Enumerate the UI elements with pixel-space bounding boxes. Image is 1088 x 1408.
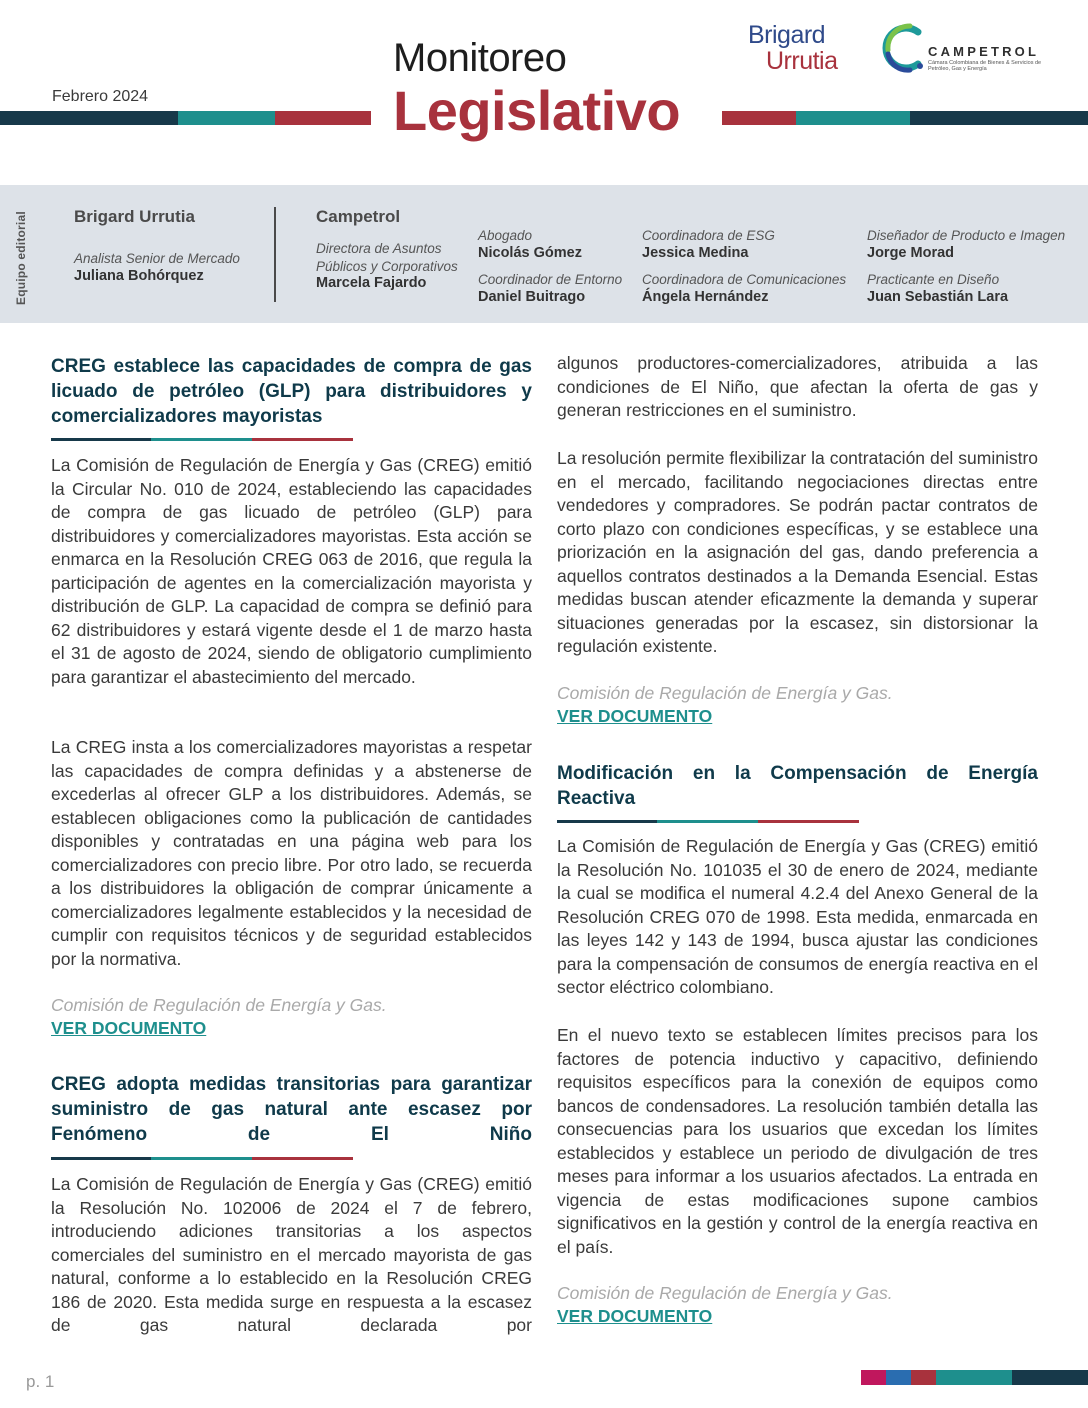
article-1-title: CREG establece las capacidades de compra de gas licuado de petróleo (GLP) para distribuidores y comercializadores mayoristas [51,356,532,427]
editorial-divider [274,207,276,302]
editorial-team-name-1: Nicolás Gómez [478,245,582,261]
title-main: Legislativo [393,79,681,142]
page-number: p. 1 [26,1372,55,1391]
article-3-view-document-link[interactable]: VER DOCUMENTO [557,1306,713,1326]
header-stripe-teal-right [796,111,910,125]
editorial-team-role-5: Diseñador de Producto e Imagen [867,228,1066,243]
editorial-team-name-4: Ángela Hernández [642,289,769,305]
editorial-bu-role: Analista Senior de Mercado [74,251,240,266]
editorial-cp-role: Directora de Asuntos Públicos y Corporativos [316,241,458,274]
article-2-paragraph-1-continued: algunos productores-comercializadores, atribuida a las condiciones de El Niño, que afectan la oferta de gas y generan restricciones en el suministro. [557,353,1038,420]
article-2-paragraph-1: La Comisión de Regulación de Energía y Gas (CREG) emitió la Resolución No. 102006 de 2024 el 7 de febrero, introduciendo adiciones transitorias a los aspectos comerciales del suministro en el mercado mayorista de gas natural, conforme a lo establecido en la Resolución CREG 186 de 2020. Esta medida surge en respuesta a la escasez de gas natural declarada por [51,1174,532,1335]
article-2-rule [51,1157,353,1160]
brigard-urrutia-logo [748,22,838,74]
footer-stripe-magenta [861,1370,886,1385]
article-1-paragraph-1: La Comisión de Regulación de Energía y Gas (CREG) emitió la Circular No. 010 de 2024, estableciendo las capacidades de compra de gas licuado de petróleo (GLP) para distribuidores y comercializadores mayoristas. Esta acción se enmarca en la Resolución CREG 063 de 2016, que regula la participación de agentes en la comercialización mayorista y distribución de GLP. La capacidad de compra se definió para 62 distribuidores y estará vigente desde el 1 de marzo hasta el 31 de agosto de 2024, siendo de obligatorio cumplimiento para garantizar el abastecimiento del mercado. [51,455,532,687]
editorial-team-tag: Equipo editorial [14,211,28,305]
title-top: Monitoreo [393,36,567,80]
logo-bu-line1: Brigard [748,21,826,49]
article-2-paragraph-2: La resolución permite flexibilizar la contratación del suministro en el mercado, facilitando negociaciones directas entre vendedores y compradores. Se podrán pactar contratos de corto plazo con condiciones específicas, y se establece una priorización en la asignación del gas, dando preferencia a aquellos contratos destinados a la Demanda Esencial. Estas medidas buscan atender eficazmente la demanda y superar situaciones generadas por la escasez, sin distorsionar la regulación existente. [557,448,1038,656]
article-3-paragraph-2: En el nuevo texto se establecen límites precisos para los factores de potencia inductivo y capacitivo, definiendo requisitos específicos para la conexión de equipos como bancos de condensadores. La resolución también detalla las consecuencias para los usuarios que excedan los límites establecidos y establece un periodo de divulgación de tres meses para informar a los usuarios afectados. La entrada en vigencia de estas modificaciones supone cambios significativos en la gestión y control de la energía reactiva en el país. [557,1025,1038,1257]
campetrol-logo-subtitle: Cámara Colombiana de Bienes & Servicios de Petróleo, Gas y Energía [928,60,1042,72]
editorial-cp-org: Campetrol [316,207,401,226]
footer-stripe-teal [936,1370,1012,1385]
article-3-rule [557,820,859,823]
header-stripe-navy [0,111,178,125]
editorial-cp-name: Marcela Fajardo [316,275,427,291]
logo-bu-line2: Urrutia [766,47,838,75]
article-2-title: CREG adopta medidas transitorias para garantizar suministro de gas natural ante escasez por Fenómeno de El Niño [51,1074,532,1145]
editorial-bu-org: Brigard Urrutia [74,207,195,226]
footer-stripe-red [911,1370,936,1385]
issue-date: Febrero 2024 [52,88,149,105]
article-3-paragraph-1: La Comisión de Regulación de Energía y Gas (CREG) emitió la Resolución No. 101035 el 30 de enero de 2024, mediante la cual se modifica el numeral 4.2.4 del Anexo General de la Resolución CREG 070 de 1998. Esta medida, enmarcada en las leyes 142 y 143 de 1994, busca ajustar las condiciones para la compensación de consumos de energía reactiva en el sector eléctrico colombiano. [557,836,1038,997]
article-3-title: Modificación en la Compensación de Energía Reactiva [557,763,1038,809]
editorial-bu-name: Juliana Bohórquez [74,268,204,284]
editorial-team-role-3: Coordinadora de ESG [642,228,775,243]
editorial-team-name-6: Juan Sebastián Lara [867,289,1009,305]
campetrol-logo-name: CAMPETROL [928,44,1040,59]
editorial-team-role-2: Coordinador de Entorno [478,272,623,287]
editorial-team-role-4: Coordinadora de Comunicaciones [642,272,847,287]
header-stripe-red-right [722,111,796,125]
campetrol-logo-icon [880,20,928,76]
article-1-paragraph-2: La CREG insta a los comercializadores mayoristas a respetar las capacidades de compra definidas y a abstenerse de excederlas al ofrecer GLP a los distribuidores. Además, se establecen obligaciones como la publicación de cantidades disponibles y contratadas en una página web para los comercializadores con precio libre. Por otro lado, se recuerda a los distribuidores la obligación de comprar únicamente a comercializadores legalmente establecidos y la necesidad de cumplir con requisitos técnicos y de seguridad establecidos por la normativa. [51,737,532,969]
header-stripe-teal [178,111,275,125]
footer-stripe-navy [1012,1370,1088,1385]
header-stripe-navy-right [910,111,1088,125]
editorial-team-name-3: Jessica Medina [642,245,749,261]
footer-stripe-blue [886,1370,911,1385]
article-2-view-document-link[interactable]: VER DOCUMENTO [557,706,713,726]
header-stripe-red [275,111,371,125]
editorial-team-role-6: Practicante en Diseño [867,272,1000,287]
editorial-team-name-5: Jorge Morad [867,245,955,261]
editorial-team-name-2: Daniel Buitrago [478,289,586,305]
article-3-source: Comisión de Regulación de Energía y Gas. [557,1283,893,1303]
editorial-team-role-1: Abogado [478,228,533,243]
article-1-view-document-link[interactable]: VER DOCUMENTO [51,1018,207,1038]
article-2-source: Comisión de Regulación de Energía y Gas. [557,683,893,703]
article-1-source: Comisión de Regulación de Energía y Gas. [51,995,387,1015]
article-1-rule [51,438,353,441]
